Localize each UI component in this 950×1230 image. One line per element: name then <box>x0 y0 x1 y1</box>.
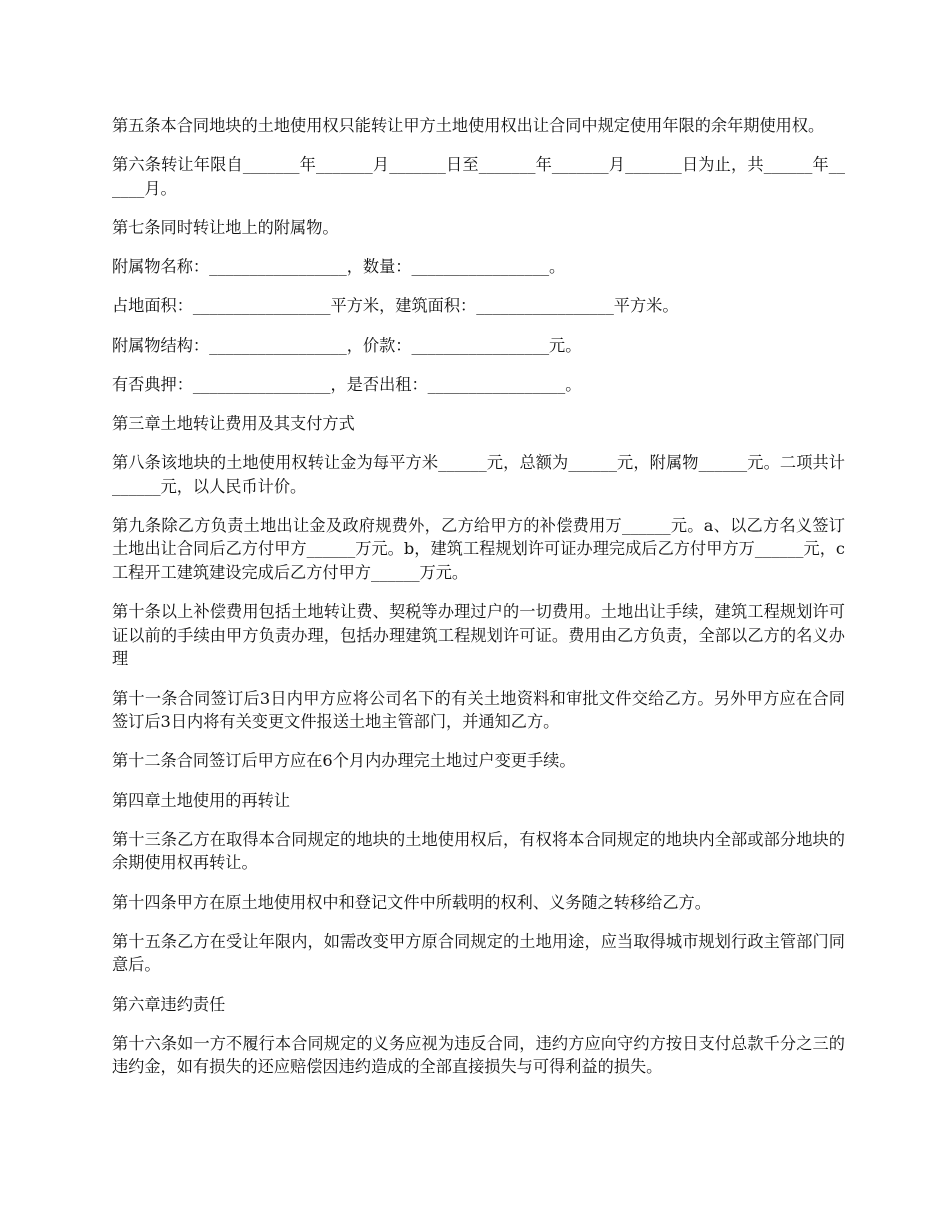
document-body <box>112 114 845 1095</box>
attachment-name-quantity: 附属物名称：_________________，数量：_________________。 <box>112 257 566 277</box>
attachment-area: 占地面积：_________________平方米，建筑面积：_________________平方米。 <box>112 296 679 316</box>
article-9: 第九条除乙方负责土地出让金及政府规费外，乙方给甲方的补偿费用万______元。a、以乙方名义签订土地出让合同后乙方付甲方______万元。b，建筑工程规划许可证办理完成后乙方付甲方万______元，c工程开工建筑建设完成后乙方付甲方______万元。 <box>112 515 845 583</box>
article-7: 第七条同时转让地上的附属物。 <box>112 217 339 237</box>
chapter-6-heading: 第六章违约责任 <box>112 994 226 1014</box>
article-14: 第十四条甲方在原土地使用权中和登记文件中所载明的权利、义务随之转移给乙方。 <box>112 892 711 912</box>
chapter-4-heading: 第四章土地使用的再转让 <box>112 790 291 810</box>
article-5: 第五条本合同地块的土地使用权只能转让甲方土地使用权出让合同中规定使用年限的余年期使用权。 <box>112 116 825 135</box>
article-8: 第八条该地块的土地使用权转让金为每平方米______元，总额为______元，附属物______元。二项共计______元，以人民币计价。 <box>112 453 845 496</box>
article-16: 第十六条如一方不履行本合同规定的义务应视为违反合同，违约方应向守约方按日支付总款千分之三的违约金，如有损失的还应赔偿因违约造成的全部直接损失与可得利益的损失。 <box>112 1033 845 1077</box>
attachment-structure-price: 附属物结构：_________________，价款：_________________元。 <box>112 335 582 355</box>
article-13: 第十三条乙方在取得本合同规定的地块的土地使用权后，有权将本合同规定的地块内全部或部分地块的余期使用权再转让。 <box>112 829 845 873</box>
article-6: 第六条转让年限自_______年_______月_______日至_______年_______月_______日为止，共______年______月。 <box>112 155 845 198</box>
article-15: 第十五条乙方在受让年限内，如需改变甲方原合同规定的土地用途，应当取得城市规划行政主管部门同意后。 <box>112 931 845 975</box>
attachment-mortgage-lease: 有否典押：_________________，是否出租：_________________。 <box>112 374 582 394</box>
article-12: 第十二条合同签订后甲方应在6个月内办理完土地过户变更手续。 <box>112 751 576 771</box>
chapter-3-heading: 第三章土地转让费用及其支付方式 <box>112 413 355 433</box>
article-11: 第十一条合同签订后3日内甲方应将公司名下的有关土地资料和审批文件交给乙方。另外甲方应在合同签订后3日内将有关变更文件报送土地主管部门，并通知乙方。 <box>112 688 845 732</box>
article-10: 第十条以上补偿费用包括土地转让费、契税等办理过户的一切费用。土地出让手续，建筑工程规划许可证以前的手续由甲方负责办理，包括办理建筑工程规划许可证。费用由乙方负责，全部以乙方的名义办理 <box>112 602 845 669</box>
